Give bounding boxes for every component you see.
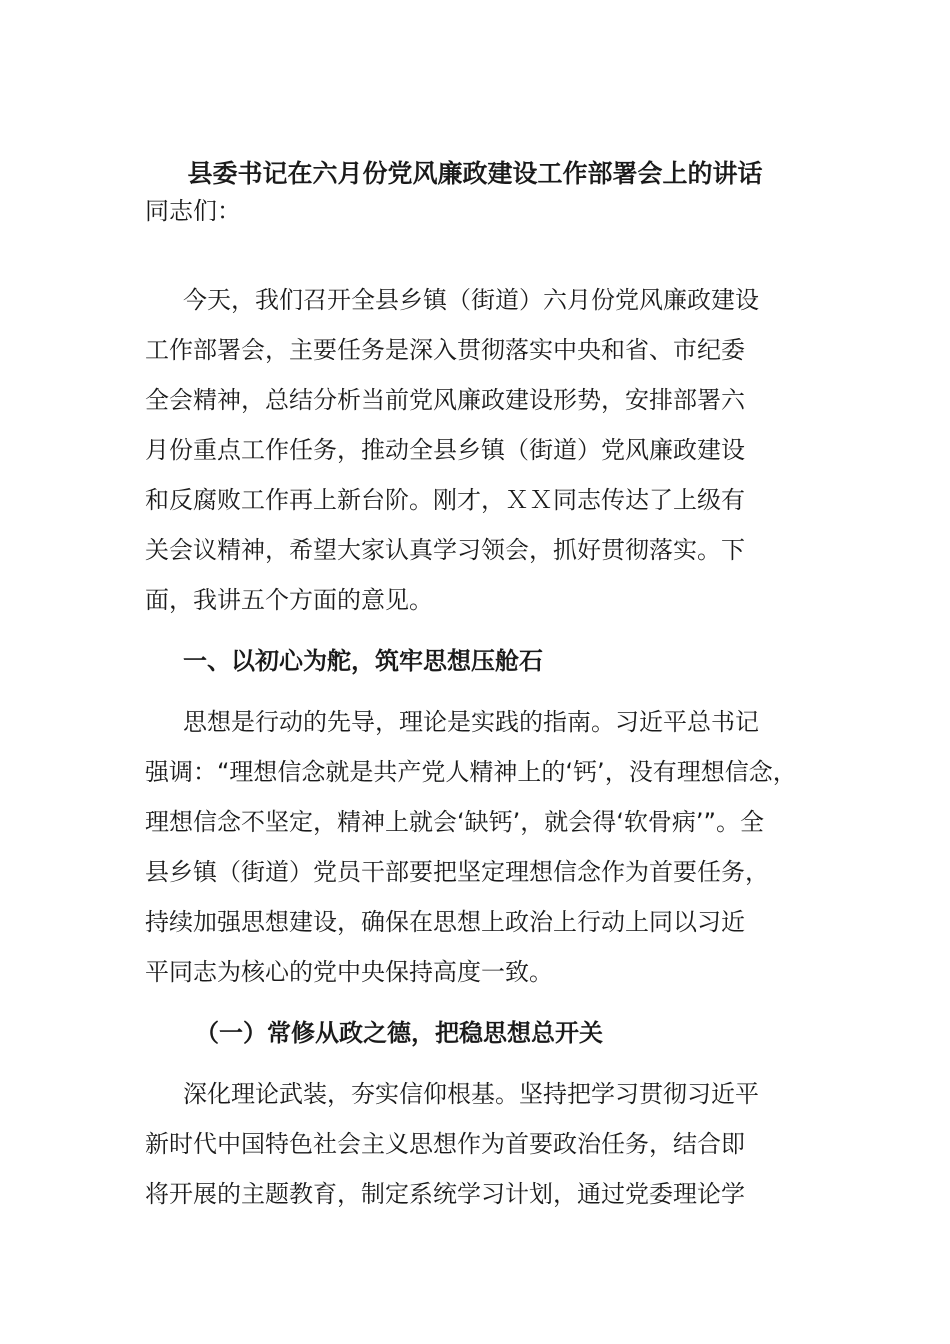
paragraph-line: 将开展的主题教育，制定系统学习计划，通过党委理论学 — [145, 1180, 745, 1208]
paragraph-intro — [145, 275, 817, 625]
paragraph-line: 县乡镇（街道）党员干部要把坚定理想信念作为首要任务， — [145, 858, 769, 886]
salutation: 同志们： — [145, 197, 241, 225]
paragraph-line: 平同志为核心的党中央保持高度一致。 — [145, 958, 553, 986]
paragraph-thought — [145, 697, 817, 997]
document-title: 县委书记在六月份党风廉政建设工作部署会上的讲话 — [187, 159, 763, 188]
paragraph-line: 关会议精神，希望大家认真学习领会，抓好贯彻落实。下 — [145, 536, 745, 564]
heading-text: （一）常修从政之德，把稳思想总开关 — [195, 1019, 603, 1047]
paragraph-theory — [145, 1069, 817, 1219]
subsection-heading-1 — [145, 1008, 817, 1058]
paragraph-line: 思想是行动的先导，理论是实践的指南。习近平总书记 — [183, 708, 759, 736]
paragraph-line: 理想信念不坚定，精神上就会‘缺钙’，就会得‘软骨病’”。全 — [145, 808, 764, 836]
paragraph-line: 深化理论武装，夯实信仰根基。坚持把学习贯彻习近平 — [183, 1080, 759, 1108]
paragraph-line: 月份重点工作任务，推动全县乡镇（街道）党风廉政建设 — [145, 436, 745, 464]
paragraph-line: 工作部署会，主要任务是深入贯彻落实中央和省、市纪委 — [145, 336, 745, 364]
paragraph-line: 持续加强思想建设，确保在思想上政治上行动上同以习近 — [145, 908, 745, 936]
paragraph-line: 强调：“理想信念就是共产党人精神上的‘钙’，没有理想信念， — [145, 758, 797, 786]
section-heading-1 — [145, 636, 817, 686]
paragraph-line: 和反腐败工作再上新台阶。刚才，ＸＸ同志传达了上级有 — [145, 486, 745, 514]
paragraph-line: 新时代中国特色社会主义思想作为首要政治任务，结合即 — [145, 1130, 745, 1158]
paragraph-line: 今天，我们召开全县乡镇（街道）六月份党风廉政建设 — [183, 286, 759, 314]
heading-text: 一、以初心为舵，筑牢思想压舱石 — [183, 647, 543, 675]
paragraph-line: 全会精神，总结分析当前党风廉政建设形势，安排部署六 — [145, 386, 745, 414]
paragraph-line: 面，我讲五个方面的意见。 — [145, 586, 433, 614]
